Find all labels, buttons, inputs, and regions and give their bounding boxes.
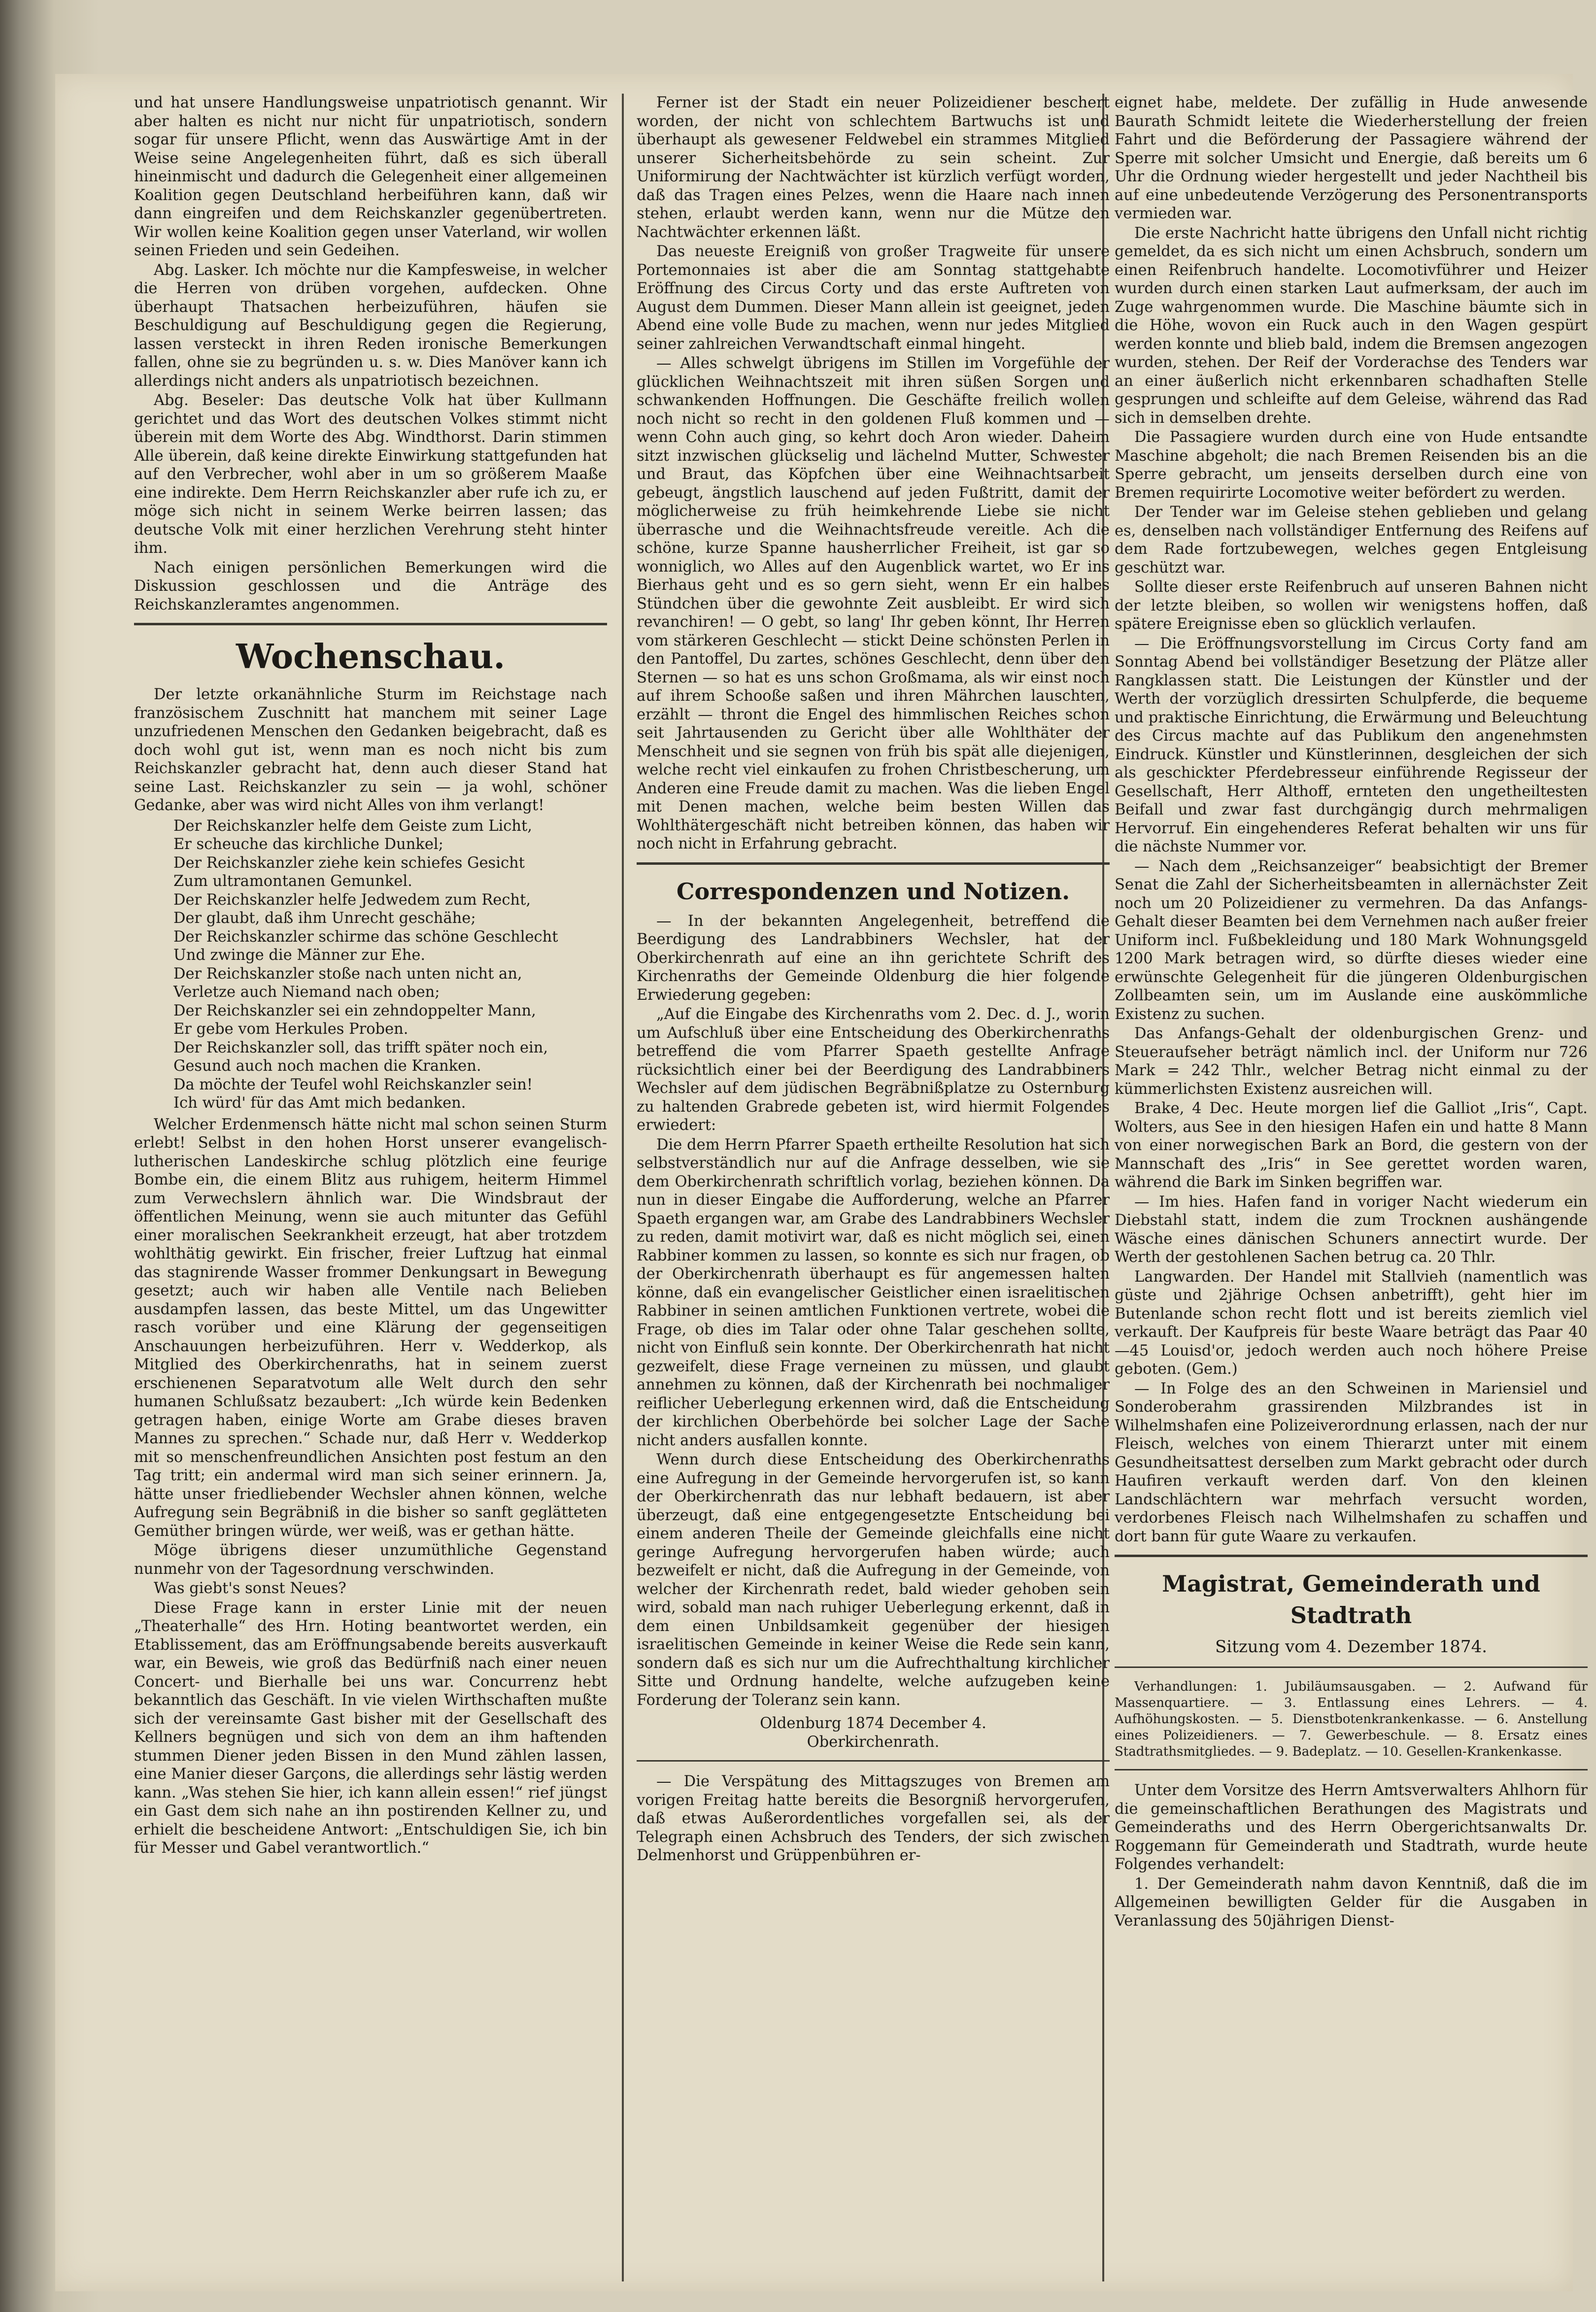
paragraph: Das neueste Ereigniß von großer Tragweite für unsere Portemonnaies ist aber die am Sonntag stattgehabte Eröffnung des Circus Corty und das erste Auftreten von August dem Dummen. Dieser Mann allein ist geeignet, jeden Abend eine volle Bude zu machen, wenn nur jedes Mitglied seiner zahlreichen Verwandtschaft einmal hingeht. xyxy=(637,243,1110,353)
paragraph: Die Passagiere wurden durch eine von Hude entsandte Maschine abgeholt; die nach Bremen Reisenden bis an die Sperre gebracht, um jenseits derselben durch eine von Bremen requirirte Locomotive weiter befördert zu werden. xyxy=(1115,429,1588,502)
paragraph: — Nach dem „Reichsanzeiger“ beabsichtigt der Bremer Senat die Zahl der Sicherheitsbeamten in allernächster Zeit noch um 20 Polizeidiener zu vermehren. Da das Anfangs-Gehalt dieser Beamten bei dem Vernehmen nach außer freier Uniform incl. Fußbekleidung und 180 Mark Wohnungsgeld 1200 Mark betragen wird, so dürfte dieses wieder eine erwünschte Gelegenheit für die jüngeren Oldenburgischen Zollbeamten sein, um im Auslande eine auskömmliche Existenz zu suchen. xyxy=(1115,857,1588,1023)
paragraph: Welcher Erdenmensch hätte nicht mal schon seinen Sturm erlebt! Selbst in den hohen Horst unserer evangelisch-lutherischen Landeskirche schlug plötzlich eine feurige Bombe ein, die einem Blitz aus ruhigem, heiterm Himmel zum Verwechslern ähnlich war. Die Windsbraut der öffentlichen Meinung, wenn sie auch mitunter das Gefühl einer moralischen Seekrankheit erzeugt, hat aber trotzdem wohlthätig gewirkt. Ein frischer, freier Luftzug hat einmal das stagnirende Wasser frommer Denkungsart in Bewegung gesetzt; auch wir haben alle Ventile nach Belieben ausdampfen lassen, das beste Mittel, um das Ungewitter rasch vorüber und eine Klärung der gegenseitigen Anschauungen herbeizuführen. Herr v. Wedderkop, als Mitglied des Oberkirchenraths, hat in seinem zuerst erschienenen Separatvotum alle Welt durch den sehr humanen Schlußsatz bezaubert: „Ich würde kein Bedenken getragen haben, einige Worte am Grabe dieses braven Mannes zu sprechen.“ Schade nur, daß Herr v. Wedderkop mit so menschenfreundlichen Ansichten post festum an den Tag tritt; ein andermal wird man sich seiner erinnern. Ja, hätte unser friedliebender Wechsler ahnen können, welche Aufregung sein Begräbniß in die bisher so sanft geglätteten Gemüther bringen würde, wer weiß, was er gethan hätte. xyxy=(134,1116,607,1540)
paragraph: Was giebt's sonst Neues? xyxy=(154,1580,346,1597)
paragraph: Diese Frage kann in erster Linie mit der neuen „Theaterhalle“ des Hrn. Hoting beantwortet werden, ein Etablissement, das am Eröffnungsabende bereits ausverkauft war, ein Beweis, wie groß das Bedürfniß nach einer neuen Concert- und Bierhalle bei uns war. Concurrenz hebt bekanntlich das Geschäft. In vie vielen Wirthschaften mußte sich der vereinsamte Gast bisher mit der Gesellschaft des Kellners begnügen und sich von dem an ihm haftenden stummen Diener jeden Bissen in den Mund zählen lassen, eine Manier dieser Garçons, die allerdings sehr lästig werden kann. „Was stehen Sie hier, ich kann allein essen!“ rief jüngst ein Gast dem sich nahe an ihn postirenden Kellner zu, und erhielt die bescheidene Antwort: „Entschuldigen Sie, ich bin für Messer und Gabel verantwortlich.“ xyxy=(134,1599,607,1857)
paragraph: Der letzte orkanähnliche Sturm im Reichstage nach französischem Zuschnitt hat manchem mit seiner Lage unzufriedenen Menschen den Gedanken beigebracht, daß es doch wohl gut ist, wenn man es noch nicht bis zum Reichskanzler gebracht hat, denn auch dieser Stand hat seine Last. Reichskanzler zu sein — ja wohl, schöner Gedanke, aber was wird nicht Alles von ihm verlangt! xyxy=(134,686,607,814)
poem-line: Er gebe vom Herkules Proben. xyxy=(173,1020,408,1038)
column-rule xyxy=(622,94,624,2281)
section-heading: Correspondenzen und Notizen. xyxy=(676,878,1070,905)
paragraph: — Die Verspätung des Mittagszuges von Bremen am vorigen Freitag hatte bereits die Besorgniß hervorgerufen, daß etwas Außerordentliches vorgefallen sei, als der Telegraph einen Achsbruch des Tenders, der sich zwischen Delmenhorst und Grüppenbühren er- xyxy=(637,1773,1110,1864)
paragraph: Sollte dieser erste Reifenbruch auf unseren Bahnen nicht der letzte bleiben, so wollen wir wenigstens hoffen, daß spätere Ereignisse eben so glücklich verlaufen. xyxy=(1115,578,1588,633)
poem-line: Der glaubt, daß ihm Unrecht geschähe; xyxy=(173,910,476,927)
poem-line: Zum ultramontanen Gemunkel. xyxy=(173,873,412,890)
paragraph: eignet habe, meldete. Der zufällig in Hude anwesende Baurath Schmidt leitete die Wiederherstellung der freien Fahrt und die Beförderung der Passagiere während der Sperre mit solcher Umsicht und Energie, daß bereits um 6 Uhr die Ordnung wieder hergestellt und jeder Nachtheil bis auf eine unbedeutende Verzögerung des Personentransports vermieden war. xyxy=(1115,94,1588,222)
poem-line: Da möchte der Teufel wohl Reichskanzler sein! xyxy=(173,1076,533,1093)
poem-line: Der Reichskanzler sei ein zehndoppelter Mann, xyxy=(173,1002,536,1020)
paragraph: — Im hies. Hafen fand in voriger Nacht wiederum ein Diebstahl statt, indem die zum Trocknen aushängende Wäsche eines dänischen Schuners annectirt wurde. Der Werth der gestohlenen Sachen betrug ca. 20 Thlr. xyxy=(1115,1193,1588,1266)
section-heading: Magistrat, Gemeinderath und Stadtrath xyxy=(1162,1570,1540,1629)
column-left xyxy=(134,94,607,1859)
section-divider xyxy=(134,623,607,625)
poem-line: Der Reichskanzler stoße nach unten nicht an, xyxy=(173,965,522,983)
paragraph: Die erste Nachricht hatte übrigens den Unfall nicht richtig gemeldet, da es sich nicht um einen Achsbruch, sondern um einen Reifenbruch handelte. Locomotivführer und Heizer wurden durch einen starken Laut aufmerksam, der auch im Zuge wahrgenommen wurde. Die Maschine bäumte sich in die Höhe, wovon ein Ruck auch in den Wagen gespürt werden konnte und blieb bald, indem die Bremsen angezogen wurden, stehen. Der Reif der Vorderachse des Tenders war an einer äußerlich nicht erkennbaren schadhaften Stelle gesprungen und schleifte auf dem Geleise, während das Rad sich in demselben drehte. xyxy=(1115,224,1588,427)
paragraph: — In der bekannten Angelegenheit, betreffend die Beerdigung des Landrabbiners Wechsler, hat der Oberkirchenrath auf eine an ihn gerichtete Schrift des Kirchenraths der Gemeinde Oldenburg die hier folgende Erwiederung gegeben: xyxy=(637,912,1110,1004)
paragraph: Abg. Lasker. Ich möchte nur die Kampfesweise, in welcher die Herren von drüben vorgehen, aufdecken. Ohne überhaupt Thatsachen herbeizuführen, häufen sie Beschuldigung auf Beschuldigung gegen die Regierung, lassen versteckt in ihren Reden ironische Bemerkungen fallen, ohne sie zu begründen u. s. w. Dies Manöver kann ich allerdings nicht anders als unpatriotisch bezeichnen. xyxy=(134,261,607,390)
paragraph: Unter dem Vorsitze des Herrn Amtsverwalters Ahlhorn für die gemeinschaftlichen Berathungen des Magistrats und Gemeinderaths und des Herrn Obergerichtsanwalts Dr. Roggemann für Gemeinderath und Stadtrath, wurde heute Folgendes verhandelt: xyxy=(1115,1782,1588,1873)
agenda: Verhandlungen: 1. Jubiläumsausgaben. — 2. Aufwand für Massenquartiere. — 3. Entlassung eines Lehrers. — 4. Aufhöhungskosten. — 5. Dienstbotenkrankenkasse. — 6. Anstellung eines Polizeidieners. — 7. Gewerbeschule. — 8. Ersatz eines Stadtrathsmitgliedes. — 9. Badeplatz. — 10. Gesellen-Krankenkasse. xyxy=(1115,1679,1588,1759)
paragraph: Das Anfangs-Gehalt der oldenburgischen Grenz- und Steueraufseher beträgt nämlich incl. der Uniform nur 726 Mark = 242 Thlr., welcher Betrag nicht einmal zu der kümmerlichsten Existenz ausreichen will. xyxy=(1115,1025,1588,1098)
poem-line: Der Reichskanzler helfe dem Geiste zum Licht, xyxy=(173,817,532,835)
column-middle xyxy=(637,94,1110,1866)
paragraph: Die dem Herrn Pfarrer Spaeth ertheilte Resolution hat sich selbstverständlich nur auf die Anfrage desselben, wie sie dem Oberkirchenrath schriftlich vorlag, beziehen können. Da nun in dieser Eingabe die Aufforderung, welche an Pfarrer Spaeth ergangen war, am Grabe des Landrabbiners Wechsler zu reden, damit motivirt war, daß es nicht möglich sei, einen Rabbiner kommen zu lassen, so konnte es sich nur fragen, ob der Oberkirchenrath überhaupt es für angemessen halten könne, daß ein evangelischer Geistlicher einen israelitischen Rabbiner in seinen amtlichen Funktionen vertrete, wobei die Frage, ob dies im Talar oder ohne Talar geschehen sollte, nicht von Einfluß sein konnte. Der Oberkirchenrath hat nicht gezweifelt, diese Frage verneinen zu müssen, und glaubt annehmen zu können, daß der Kirchenrath bei nochmaliger reiflicher Ueberlegung erkennen wird, daß die Entscheidung der kirchlichen Oberbehörde bei solcher Lage der Sache nicht anders ausfallen konnte. xyxy=(637,1136,1110,1449)
poem-line: Der Reichskanzler soll, das trifft später noch ein, xyxy=(173,1039,548,1056)
session-date: Sitzung vom 4. Dezember 1874. xyxy=(1215,1637,1488,1657)
signature-authority: Oberkirchenrath. xyxy=(807,1733,940,1751)
paragraph: Nach einigen persönlichen Bemerkungen wird die Diskussion geschlossen und die Anträge des Reichskanzleramtes angenommen. xyxy=(134,559,607,613)
paragraph: Brake, 4 Dec. Heute morgen lief die Galliot „Iris“, Capt. Wolters, aus See in den hiesigen Hafen ein und hatte 8 Mann von einer norwegischen Bark an Bord, die gestern von der Mannschaft des „Iris“ in See gerettet worden waren, während die Bark im Sinken begriffen war. xyxy=(1115,1100,1588,1191)
paragraph: Der Tender war im Geleise stehen geblieben und gelang es, denselben nach vollständiger Entfernung des Reifens auf dem Rade fortzubewegen, welches gegen Entgleisung geschützt war. xyxy=(1115,504,1588,577)
poem-line: Der Reichskanzler ziehe kein schiefes Gesicht xyxy=(173,854,525,872)
poem-line: Ich würd' für das Amt mich bedanken. xyxy=(173,1094,466,1112)
paragraph: — Alles schwelgt übrigens im Stillen im Vorgefühle der glücklichen Weihnachtszeit mit ihren süßen Sorgen und schwankenden Hoffnungen. Die Geschäfte freilich wollen noch nicht so recht in den goldenen Fluß kommen und — wenn Cohn auch ging, so kehrt doch Aron wieder. Daheim sitzt inzwischen glückselig und lächelnd Mutter, Schwester und Braut, das Köpfchen über eine Weihnachtsarbeit gebeugt, ängstlich lauschend auf jeden Fußtritt, damit der möglicherweise zu früh heimkehrende Liebe sie nicht überrasche und die Weihnachtsfreude vereitle. Ach die schöne, kurze Spanne hausherrlicher Freiheit, ist gar so wonniglich, wo Alles auf den Augenblick wartet, wo Er ins Bierhaus geht und es so gern sieht, wenn Er ein halbes Stündchen über die gewohnte Zeit ausbleibt. Er wird sich revanchiren! — O gebt, so lang' Ihr geben könnt, Ihr Herren vom stärkeren Geschlecht — stickt Deine schönsten Perlen in den Pantoffel, Du zartes, schönes Geschlecht, denn über den Sternen — so hat es uns schon Großmama, als wir einst noch auf ihrem Schooße saßen und ihren Mährchen lauschten, erzählt — thront die Engel des himmlischen Reiches schon seit Jahrtausenden zu Gericht über alle Wohlthäter der Menschheit und sie segnen von früh bis spät alle diejenigen, welche recht viel einkaufen zu frohen Christbescherung, um Anderen eine Freude damit zu machen. Was die lieben Engel mit Denen machen, welche beim besten Willen das Wohlthätergeschäft nicht betreiben können, das haben wir noch nicht in Erfahrung gebracht. xyxy=(637,355,1110,852)
section-heading: Wochenschau. xyxy=(236,637,506,677)
paragraph: „Auf die Eingabe des Kirchenraths vom 2. Dec. d. J., worin um Aufschluß über eine Entscheidung des Oberkirchenraths betreffend die vom Pfarrer Spaeth gestellte Anfrage rücksichtlich einer bei der Beerdigung des Landrabbiners Wechsler auf dem jüdischen Begräbnißplatze zu Osternburg zu haltenden Grabrede gebeten ist, wird hiermit Folgendes erwiedert: xyxy=(637,1006,1110,1134)
poem-line: Verletze auch Niemand nach oben; xyxy=(173,984,440,1001)
paragraph: Möge übrigens dieser unzumüthliche Gegenstand nunmehr von der Tagesordnung verschwinden. xyxy=(134,1542,607,1578)
paragraph: Wenn durch diese Entscheidung des Oberkirchenraths eine Aufregung in der Gemeinde hervorgerufen ist, so kann der Oberkirchenrath das nur lebhaft bedauern, ist aber überzeugt, daß eine entgegengesetzte Entscheidung bei einem anderen Theile der Gemeinde gleichfalls eine nicht geringe Aufregung hervorgerufen haben würde; auch bezweifelt er nicht, daß die Aufregung in der Gemeinde, von welcher der Kirchenrath redet, bald wieder gehoben sein wird, sobald man nach ruhiger Ueberlegung erkennt, daß in dem einen Unbildsamkeit gegenüber der hiesigen israelitischen Gemeinde in keiner Weise die Rede sein kann, sondern daß es sich nur um die Aufrechthaltung kirchlicher Sitte und Ordnung handelte, welche aufzugeben keine Forderung der Toleranz sein kann. xyxy=(637,1451,1110,1709)
poem-line: Gesund auch noch machen die Kranken. xyxy=(173,1057,481,1075)
paragraph: — In Folge des an den Schweinen in Mariensiel und Sonderoberahm grassirenden Milzbrandes ist in Wilhelmshafen eine Polizeiverordnung erlassen, nach der nur Fleisch, welches von einem Thierarzt unter mit einem Gesundheitsattest derselben zum Markt gebracht oder durch Haufiren verkauft werden darf. Von den kleinen Landschlächtern war mehrfach versucht worden, verdorbenes Fleisch nach Wilhelmshafen zu schaffen und dort bann für gute Waare zu verkaufen. xyxy=(1115,1380,1588,1545)
paragraph: Abg. Beseler: Das deutsche Volk hat über Kullmann gerichtet und das Wort des deutschen Volkes stimmt nicht überein mit dem Worte des Abg. Windthorst. Darin stimmen Alle überein, daß keine direkte Einwirkung stattgefunden hat auf den Verbrecher, wohl aber in um so größerem Maaße eine indirekte. Dem Herrn Reichskanzler aber rufe ich zu, er möge sich nicht in seinem Werke beirren lassen; das deutsche Volk mit einer herzlichen Verehrung steht hinter ihm. xyxy=(134,392,607,557)
poem xyxy=(173,817,607,1113)
poem-line: Und zwinge die Männer zur Ehe. xyxy=(173,947,426,964)
newspaper-page xyxy=(55,74,1588,2291)
poem-line: Der Reichskanzler helfe Jedwedem zum Recht, xyxy=(173,891,531,909)
paragraph: Ferner ist der Stadt ein neuer Polizeidiener beschert worden, der nicht von schlechtem Bartwuchs ist und überhaupt als gewesener Feldwebel ein strammes Mitglied unserer Sicherheitsbehörde zu sein scheint. Zur Uniformirung der Nachtwächter ist kürzlich verfügt worden, daß das Tragen eines Pelzes, wenn die Haare nach innen stehen, erlaubt werden kann, wenn nur die Mütze den Nachtwächter erkennen läßt. xyxy=(637,94,1110,241)
poem-line: Der Reichskanzler schirme das schöne Geschlecht xyxy=(173,928,558,946)
signature-date: Oldenburg 1874 December 4. xyxy=(760,1715,986,1732)
divider xyxy=(637,1760,1110,1762)
section-divider xyxy=(637,862,1110,865)
poem-line: Er scheuche das kirchliche Dunkel; xyxy=(173,836,443,853)
paragraph: Langwarden. Der Handel mit Stallvieh (namentlich was güste und 2jährige Ochsen anbetrifft), geht hier im Butenlande schon recht flott und ist bereits ziemlich viel verkauft. Der Kaufpreis für beste Waare beträgt das Paar 40—45 Louisd'or, jedoch werden auch noch höhere Preise geboten. (Gem.) xyxy=(1115,1268,1588,1378)
section-divider xyxy=(1115,1555,1588,1557)
divider xyxy=(1115,1769,1588,1770)
paragraph: — Die Eröffnungsvorstellung im Circus Corty fand am Sonntag Abend bei vollständiger Besetzung der Plätze aller Rangklassen statt. Die Leistungen der Künstler und der Werth der vorzüglich dressirten Schulpferde, die bequeme und praktische Einrichtung, die Erwärmung und Beleuchtung des Circus machte auf das Publikum den angenehmsten Eindruck. Künstler und Künstlerinnen, desgleichen der sich als geschickter Pferdebresseur einführende Regisseur der Gesellschaft, Herr Althoff, ernteten den ungetheiltesten Beifall und zwar fast durchgängig durch mehrmaligen Hervorruf. Ein eingehenderes Referat behalten wir uns für die nächste Nummer vor. xyxy=(1115,635,1588,855)
column-right xyxy=(1115,94,1588,1931)
paragraph: und hat unsere Handlungsweise unpatriotisch genannt. Wir aber halten es nicht nur nicht für unpatriotisch, sondern sogar für unsere Pflicht, wenn das Auswärtige Amt in der Weise seine Angelegenheiten führt, daß es sich überall hineinmischt und dadurch die Gelegenheit einer allgemeinen Koalition gegen Deutschland herbeiführen kann, daß wir dann eingreifen und dem Reichskanzler gegenübertreten. Wir wollen keine Koalition gegen unser Vaterland, wir wollen seinen Frieden und sein Gedeihen. xyxy=(134,94,607,259)
divider xyxy=(1115,1666,1588,1668)
paragraph: 1. Der Gemeinderath nahm davon Kenntniß, daß die im Allgemeinen bewilligten Gelder für die Ausgaben in Veranlassung des 50jährigen Dienst- xyxy=(1115,1875,1588,1930)
